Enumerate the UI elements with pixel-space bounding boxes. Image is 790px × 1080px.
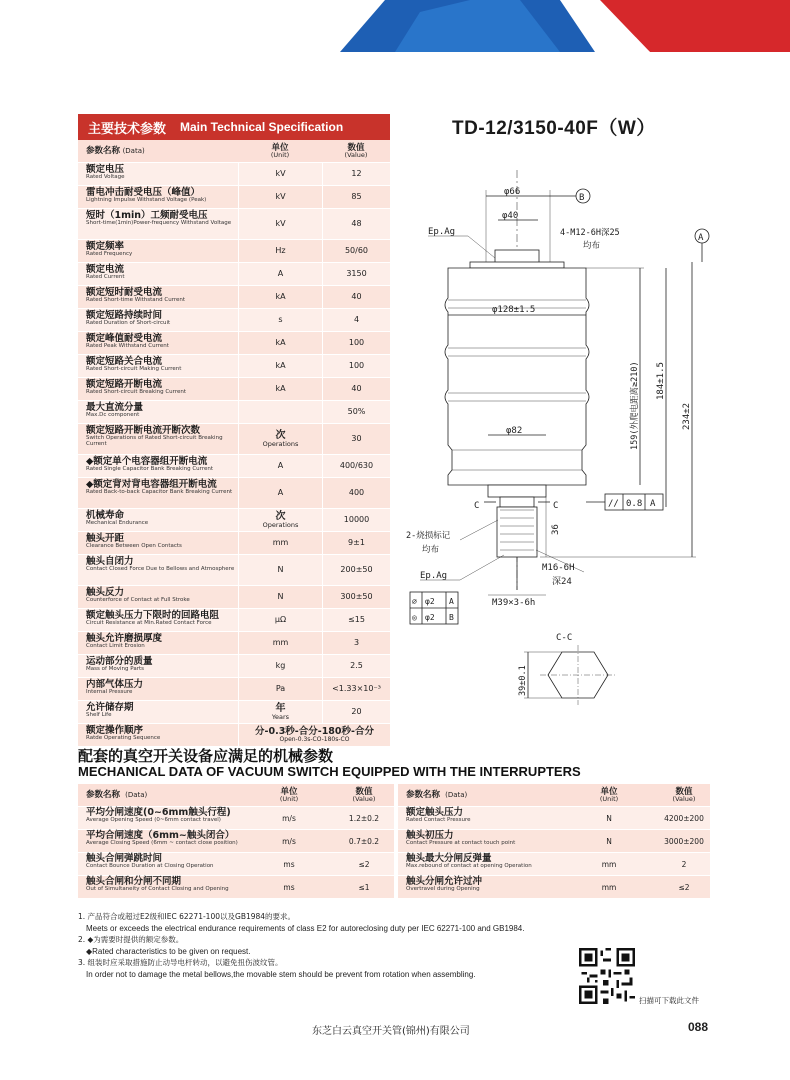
spec-row-value: 40	[351, 292, 362, 301]
spec-row-name: 额定短时耐受电流	[86, 287, 163, 298]
model-title: TD-12/3150-40F（W）	[452, 118, 656, 139]
spec-row	[78, 677, 390, 700]
datum-b: B	[579, 193, 585, 203]
spec-row-name-en: Counterforce of Contact at Full Stroke	[86, 596, 190, 603]
spec-row-value: <1.33×10⁻³	[332, 684, 381, 693]
mech-right-col-unit-en: (Unit)	[599, 795, 619, 803]
spec-row-unit: mm	[272, 538, 289, 547]
spec-row-unit-en: Operations	[262, 520, 299, 529]
spec-row-name-en: Circuit Resistance at Min.Rated Contact Force	[86, 619, 212, 626]
mech-row-name: 额定触头压力	[406, 807, 464, 818]
spec-row	[78, 454, 390, 477]
spec-row-unit: kA	[275, 361, 286, 370]
spec-row-name: 触头允许磨损厚度	[86, 633, 163, 644]
spec-row	[78, 354, 390, 377]
col-value-cn: 数值	[347, 142, 365, 153]
mech-left-col-unit-en: (Unit)	[279, 795, 299, 803]
spec-row-name: 额定短路关合电流	[86, 356, 163, 367]
spec-row	[78, 308, 390, 331]
mech-title-en: MECHANICAL DATA OF VACUUM SWITCH EQUIPPED WITH THE INTERRUPTERS	[78, 764, 581, 779]
col-param-cn: 参数名称	[86, 146, 121, 157]
spec-row-value: 50/60	[344, 246, 369, 255]
spec-row-name: ◆额定单个电容器组开断电流	[86, 456, 208, 467]
mech-row	[78, 852, 394, 875]
spec-row-name: 额定短路持续时间	[86, 310, 163, 321]
spec-row-value: 100	[348, 338, 365, 347]
spec-row-name-en: Short-time(1min)Power-frequency Withstand Voltage	[86, 219, 232, 226]
mech-row-name-en: Max.rebound of contact at opening Operation	[406, 862, 532, 869]
spec-row-name-en: Rated Short-circuit Breaking Current	[86, 388, 186, 395]
mech-row	[78, 806, 394, 829]
mech-row-name-en: Out of Simultaneity of Contact Closing and Opening	[86, 885, 229, 892]
spec-row-unit: Hz	[275, 246, 286, 255]
mech-row-unit: N	[606, 813, 612, 823]
mech-row-name: 触头合闸弹跳时间	[86, 853, 163, 864]
spec-row	[78, 585, 390, 608]
spec-row-name: 机械寿命	[86, 510, 125, 521]
spec-row-unit: 次	[275, 429, 286, 441]
spec-row	[78, 654, 390, 677]
spec-table-heading	[78, 114, 390, 140]
spec-row-name: 额定短路开断电流	[86, 379, 163, 390]
spec-row-unit: kA	[275, 292, 286, 301]
mech-row-value: 3000±200	[664, 836, 704, 846]
label-epag-top: Ep.Ag	[428, 227, 456, 237]
mech-title-cn: 配套的真空开关设备应满足的机械参数	[78, 747, 334, 765]
tol2-val: φ2	[425, 613, 435, 622]
mech-row	[78, 875, 394, 898]
mech-row	[398, 852, 710, 875]
spec-row-unit: 次	[275, 510, 286, 522]
dim-h159: 159(外爬电距离≥210)	[630, 361, 640, 450]
spec-heading-en: Main Technical Specification	[180, 120, 344, 134]
label-m39: M39×3-6h	[492, 598, 536, 608]
mech-row-name: 触头最大分闸反弹量	[406, 853, 492, 864]
mech-row-unit: ms	[283, 882, 295, 892]
mech-left-col-unit: 单位	[280, 786, 298, 797]
spec-row-name-en: Rated Peak Withstand Current	[86, 342, 169, 349]
col-unit-en: (Unit)	[270, 151, 290, 159]
col-value-en: (Value)	[344, 151, 368, 159]
spec-row-unit: kg	[275, 661, 286, 670]
spec-row-name-en: Rated Back-to-back Capacitor Bank Breaking Current	[86, 488, 233, 495]
tol2-ref: B	[449, 613, 454, 622]
spec-row-value: 20	[351, 707, 362, 716]
mech-row-unit: ms	[283, 859, 295, 869]
mech-row-value: ≤2	[358, 859, 370, 869]
qr-code[interactable]	[579, 948, 635, 1004]
spec-row-unit: A	[277, 488, 284, 497]
spec-row	[78, 423, 390, 454]
spec-row-value: 9±1	[348, 538, 365, 547]
spec-heading-cn: 主要技术参数	[88, 121, 167, 137]
tol-parallel-val: 0.8	[626, 499, 643, 509]
mech-row-name-en: Rated Contact Pressure	[406, 816, 471, 823]
dim-thread-note: 均布	[583, 241, 601, 251]
spec-row-name: 内部气体压力	[86, 679, 144, 690]
label-knurl-note: 均布	[422, 545, 440, 555]
mech-table	[78, 783, 710, 898]
spec-row	[78, 185, 390, 208]
spec-row	[78, 531, 390, 554]
spec-row-name-en: Mass of Moving Parts	[86, 665, 144, 672]
spec-row-value: 12	[351, 169, 362, 178]
tol-parallel-sym: //	[608, 499, 619, 509]
footnote-line: 2. ◆为需要时提供的额定参数。	[78, 935, 184, 945]
spec-row-name-en: Rated Frequency	[86, 250, 133, 257]
spec-row-name-en: Clearance Between Open Contacts	[86, 542, 182, 549]
spec-row-name: 短时（1min）工频耐受电压	[86, 210, 208, 221]
seq-value-en: Open-0.3s-CO-180s-CO	[279, 735, 350, 743]
mech-row-value: ≤1	[358, 882, 370, 892]
spec-row-name-en: Rated Duration of Short-circuit	[86, 319, 171, 326]
spec-row	[78, 162, 390, 185]
spec-row-unit: kV	[275, 219, 286, 228]
spec-row-name: 触头自闭力	[86, 556, 134, 567]
spec-row-name: 额定电压	[86, 164, 125, 175]
mech-left-header	[78, 783, 394, 806]
spec-row-name: 最大直流分量	[86, 402, 144, 413]
spec-row-name-en: Lightning Impulse Withstand Voltage (Peak)	[86, 196, 207, 203]
mech-row-value: ≤2	[678, 882, 690, 892]
spec-row-name-en: Mechanical Endurance	[86, 519, 149, 526]
footnote-line: 1. 产品符合或超过E2级和IEC 62271-100以及GB1984的要求。	[78, 912, 296, 921]
dim-d128: φ128±1.5	[492, 305, 536, 315]
spec-row-unit: kV	[275, 169, 286, 178]
mech-right-col-param-en: (Data)	[445, 790, 468, 799]
mech-row-name: 平均合闸速度（6mm~触头闭合）	[86, 830, 235, 841]
seq-en: Ratde Operating Sequence	[86, 734, 161, 741]
mech-right-col-param: 参数名称	[406, 790, 441, 801]
spec-row	[78, 554, 390, 585]
spec-row-value: 4	[353, 315, 360, 324]
spec-row-value: 2.5	[350, 661, 363, 670]
spec-row-value: ≤15	[348, 615, 365, 624]
dim-d66: φ66	[504, 187, 521, 197]
spec-row-value: 400	[348, 488, 365, 497]
spec-row-value: 50%	[347, 407, 366, 416]
mech-row-value: 4200±200	[664, 813, 704, 823]
spec-row-unit: mm	[272, 638, 289, 647]
mech-right-col-value: 数值	[675, 786, 693, 797]
label-m16-depth: 深24	[552, 577, 572, 587]
spec-row	[78, 608, 390, 631]
dim-h234: 234±2	[682, 402, 692, 430]
spec-row-name-en: Max.Dc component	[86, 411, 140, 418]
mech-row-name-en: Overtravel during Opening	[406, 885, 480, 892]
mech-right-col-value-en: (Value)	[672, 795, 696, 803]
label-m16: M16-6H	[542, 563, 575, 573]
footnote-line: ◆Rated characteristics to be given on request.	[86, 946, 251, 956]
mech-right-column	[394, 783, 710, 898]
spec-row-unit-en: Years	[271, 712, 290, 721]
mech-left-col-value-en: (Value)	[352, 795, 376, 803]
footnote-line: In order not to damage the metal bellows,the movable stem should be prevent from rotation when assembling.	[86, 969, 476, 979]
mech-row	[398, 806, 710, 829]
spec-row-unit: s	[278, 315, 283, 324]
spec-row-unit-en: Operations	[262, 439, 299, 448]
spec-row-value: 3150	[346, 269, 367, 278]
spec-row-name: 运动部分的质量	[86, 656, 153, 667]
spec-row-name: 额定峰值耐受电流	[86, 333, 163, 344]
spec-row-name: 触头开距	[86, 533, 125, 544]
spec-row-name-en: Rated Single Capacitor Bank Breaking Current	[86, 465, 213, 472]
datum-a: A	[698, 233, 704, 243]
spec-row-unit: kA	[275, 338, 286, 347]
tol1-val: φ2	[425, 597, 435, 606]
mech-row-name-en: Contact Pressure at contact touch point	[406, 839, 516, 846]
spec-row-unit: kA	[275, 384, 286, 393]
spec-row-name-en: Switch Operations of Rated Short-circuit Breaking Current	[86, 434, 223, 447]
mech-row-value: 1.2±0.2	[348, 813, 380, 823]
spec-row-name: 触头反力	[86, 587, 125, 598]
spec-row-name: 额定频率	[86, 241, 125, 252]
spec-row	[78, 700, 390, 723]
spec-row-value: 85	[351, 192, 362, 201]
mech-left-col-param: 参数名称	[86, 790, 121, 801]
spec-row-name-en: Contact Limit Erosion	[86, 642, 145, 649]
mech-row-value: 2	[681, 859, 687, 869]
mech-left-col-param-en: (Data)	[125, 790, 148, 799]
spec-row-name: 额定短路开断电流开断次数	[86, 425, 201, 436]
mech-row-name: 触头分闸允许过冲	[406, 876, 483, 887]
mech-row-unit: m/s	[282, 813, 296, 823]
spec-row-value: 200±50	[340, 565, 373, 574]
spec-row	[78, 400, 390, 423]
mech-row	[398, 829, 710, 852]
dim-h184: 184±1.5	[656, 362, 666, 400]
spec-row-unit: N	[277, 592, 284, 601]
dim-h39: 39±0.1	[518, 665, 528, 696]
mech-row	[398, 875, 710, 898]
footnote-line: 3. 组装时应采取措施防止动导电杆转动，以避免扭伤波纹管。	[78, 958, 283, 968]
mech-row-unit: mm	[601, 859, 617, 869]
spec-row-name-en: Rated Short-circuit Making Current	[86, 365, 182, 372]
dim-d82: φ82	[506, 426, 523, 436]
spec-row-value: 30	[351, 434, 362, 443]
mech-left-column	[78, 783, 394, 898]
mech-right-header	[398, 783, 710, 806]
spec-row	[78, 262, 390, 285]
interrupter-drawing	[400, 150, 720, 710]
spec-row-unit: A	[277, 269, 284, 278]
spec-row-value: 40	[351, 384, 362, 393]
spec-row-name-en: Rated Current	[86, 273, 125, 280]
spec-row-value: 3	[353, 638, 360, 647]
spec-row-name-en: Shelf Life	[86, 711, 112, 718]
tol2-sym: ◎	[412, 613, 417, 622]
spec-row-name: 雷电冲击耐受电压（峰值）	[86, 187, 201, 198]
dim-h36: 36	[551, 524, 561, 535]
qr-caption: 扫描可下载此文件	[639, 996, 699, 1005]
spec-table	[78, 114, 390, 746]
col-unit-cn: 单位	[271, 142, 289, 153]
mech-right-col-unit: 单位	[600, 786, 618, 797]
tol-parallel-ref: A	[650, 499, 656, 509]
spec-row	[78, 285, 390, 308]
tol1-sym: ⌀	[412, 597, 417, 606]
section-c-right: C	[553, 501, 559, 511]
label-epag-bottom: Ep.Ag	[420, 571, 448, 581]
spec-row-name: 额定电流	[86, 264, 125, 275]
mech-row-unit: mm	[601, 882, 617, 892]
mech-row-name-en: Contact Bounce Duration at Closing Operation	[86, 862, 214, 869]
page-number: 088	[688, 1020, 709, 1034]
spec-row-unit: N	[277, 565, 284, 574]
spec-row	[78, 239, 390, 262]
mech-row-name: 触头合闸和分闸不同期	[86, 876, 182, 887]
spec-row-value: 300±50	[340, 592, 373, 601]
spec-column-headers	[78, 140, 390, 162]
spec-row-unit: kV	[275, 192, 286, 201]
mech-row-name-en: Average Opening Speed (0~6mm contact travel)	[86, 816, 221, 823]
spec-row-name: 额定触头压力下限时的回路电阻	[86, 610, 220, 621]
spec-row-unit: 年	[275, 702, 286, 714]
spec-row-value: 48	[351, 219, 362, 228]
mech-row-name: 平均分闸速度(0~6mm触头行程)	[86, 807, 231, 818]
tol1-ref: A	[449, 597, 454, 606]
top-banner-decoration	[0, 0, 790, 70]
spec-row	[78, 508, 390, 531]
spec-row	[78, 477, 390, 508]
spec-row-unit: μΩ	[274, 615, 287, 624]
footnote-line: Meets or exceeds the electrical endurance requirements of class E2 for autoreclosing duty per IEC 62271-100 and GB1984.	[86, 923, 525, 933]
spec-row	[78, 331, 390, 354]
dim-d40: φ40	[502, 211, 519, 221]
label-knurl: 2-烧损标记	[406, 531, 451, 541]
section-cc-title: C-C	[556, 633, 573, 643]
spec-row-name-en: Rated Voltage	[86, 173, 125, 180]
spec-row-name: ◆额定背对背电容器组开断电流	[86, 479, 217, 490]
mech-row-name: 触头初压力	[406, 830, 454, 841]
spec-row	[78, 631, 390, 654]
spec-row-value: 100	[348, 361, 365, 370]
col-param-en: (Data)	[122, 146, 145, 155]
spec-row-unit: A	[277, 461, 284, 470]
mech-row-unit: m/s	[282, 836, 296, 846]
seq-cn: 额定操作顺序	[86, 725, 144, 736]
footnotes	[78, 911, 578, 981]
company-name: 东芝白云真空开关管(锦州)有限公司	[312, 1026, 470, 1037]
spec-row-name-en: Internal Pressure	[86, 688, 133, 695]
spec-rows	[78, 162, 390, 723]
section-c-left: C	[474, 501, 480, 511]
mech-row	[78, 829, 394, 852]
spec-row-name: 允许储存期	[86, 702, 134, 713]
spec-row	[78, 377, 390, 400]
dim-thread: 4-M12-6H深25	[560, 228, 620, 238]
mech-left-col-value: 数值	[355, 786, 373, 797]
seq-value-cn: 分-0.3秒-合分-180秒-合分	[255, 725, 374, 737]
spec-row-value: 400/630	[339, 461, 374, 470]
spec-row-name-en: Contact Closed Force Due to Bellows and Atmosphere	[86, 565, 235, 572]
mech-row-value: 0.7±0.2	[348, 836, 380, 846]
spec-row-sequence	[78, 723, 390, 746]
spec-row-value: 10000	[343, 515, 370, 524]
mech-row-name-en: Average Closing Speed (6mm ~ contact close position)	[86, 839, 238, 846]
mech-row-unit: N	[606, 836, 612, 846]
spec-row-name-en: Rated Short-time Withstand Current	[86, 296, 186, 303]
spec-row	[78, 208, 390, 239]
spec-row-unit: Pa	[275, 684, 286, 693]
